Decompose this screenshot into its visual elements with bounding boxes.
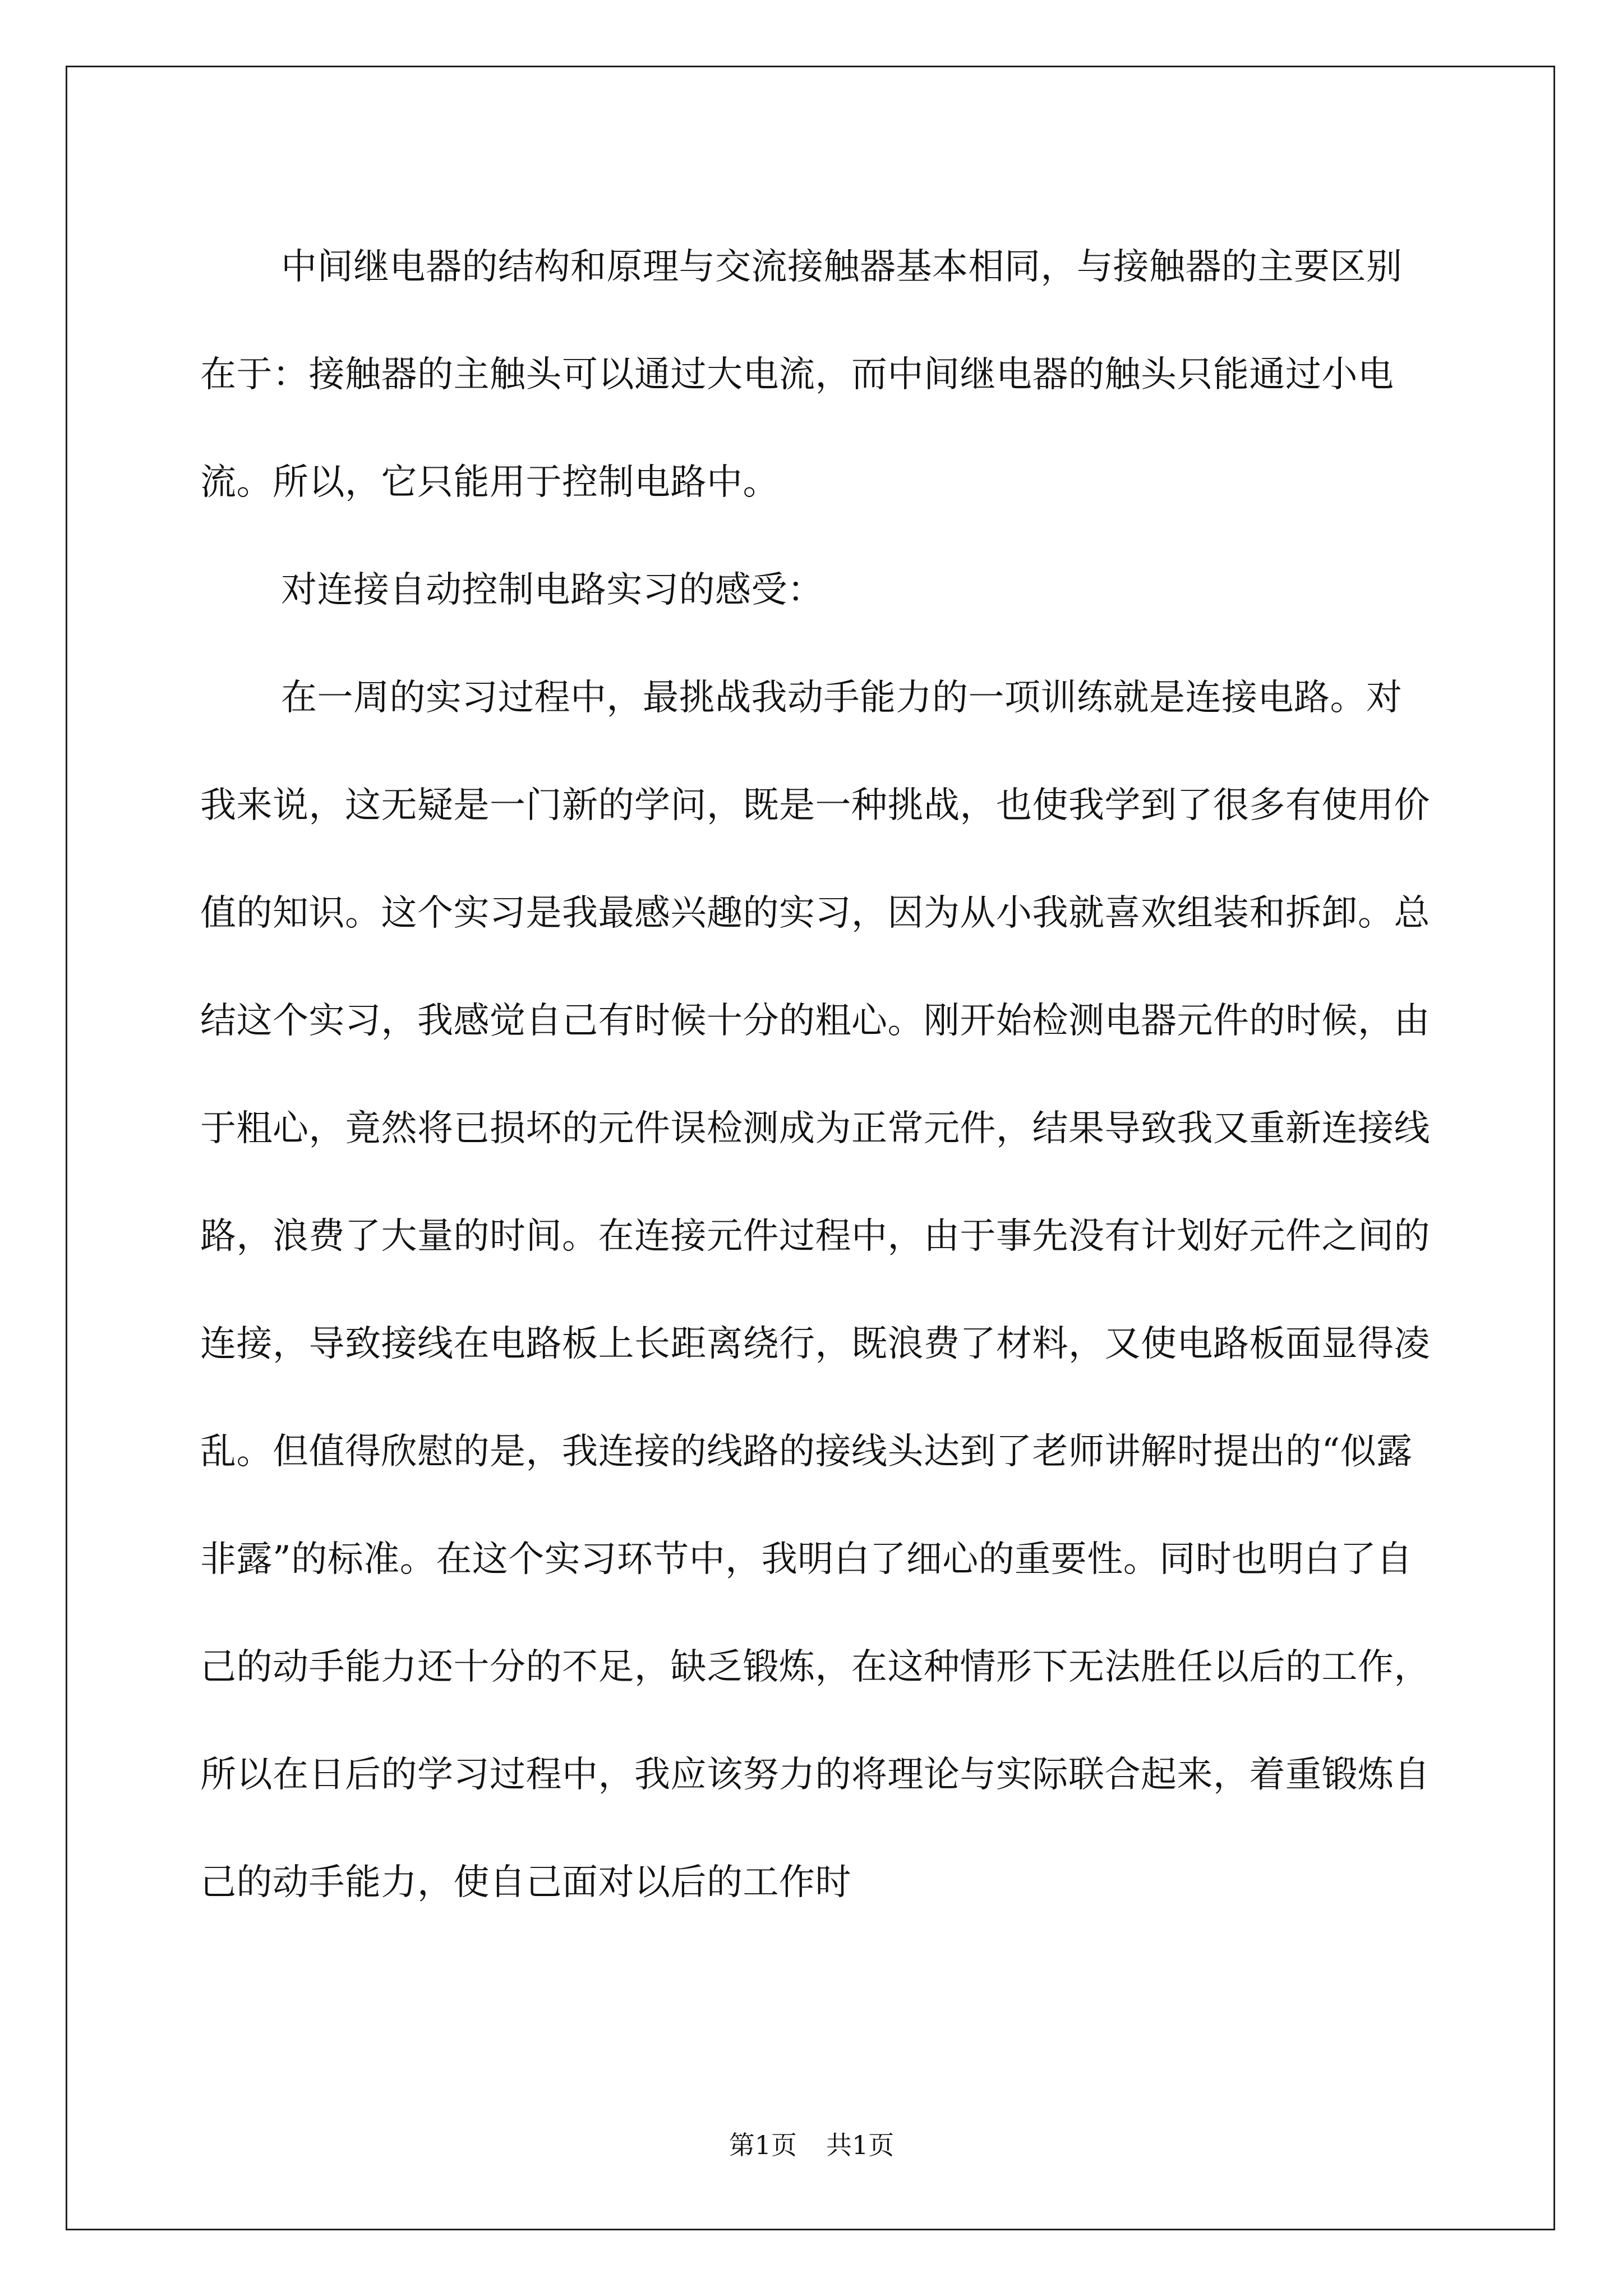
- paragraph-practice-experience: 在一周的实习过程中，最挑战我动手能力的一项训练就是连接电路。对我来说，这无疑是一门新的学问，既是一种挑战，也使我学到了很多有使用价值的知识。这个实习是我最感兴趣的实习，因为从小我就喜欢组装和拆卸。总结这个实习，我感觉自己有时候十分的粗心。刚开始检测电器元件的时候，由于粗心，竟然将已损坏的元件误检测成为正常元件，结果导致我又重新连接线路，浪费了大量的时间。在连接元件过程中，由于事先没有计划好元件之间的连接，导致接线在电路板上长距离绕行，既浪费了材料，又使电路板面显得凌乱。但值得欣慰的是，我连接的线路的接线头达到了老师讲解时提出的“似露非露”的标准。在这个实习环节中，我明白了细心的重要性。同时也明白了自己的动手能力还十分的不足，缺乏锻炼，在这种情形下无法胜任以后的工作，所以在日后的学习过程中，我应该努力的将理论与实际联合起来，着重锻炼自己的动手能力，使自己面对以后的工作时: [200, 677, 1430, 1903]
- paragraph-relay-principle: 中间继电器的结构和原理与交流接触器基本相同，与接触器的主要区别在于：接触器的主触头可以通过大电流，而中间继电器的触头只能通过小电流。所以，它只能用于控制电路中。: [200, 246, 1403, 503]
- page-number-current: 第1页: [728, 2130, 797, 2160]
- page-footer: [0, 2125, 1623, 2162]
- document-body: [200, 213, 1436, 1936]
- page-number-total: 共1页: [826, 2130, 895, 2160]
- paragraph-heading-feelings: 对连接自动控制电路实习的感受：: [281, 569, 824, 611]
